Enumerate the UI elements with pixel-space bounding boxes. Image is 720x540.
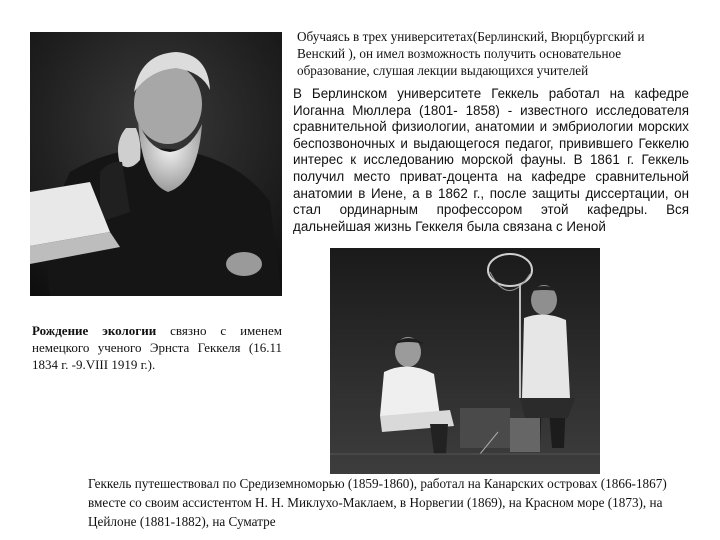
main-paragraph: В Берлинском университете Геккель работал на кафедре Иоганна Мюллера (1801- 1858) - известного исследователя сравнительной физиологии, анатомии и эмбриологии морских беспозвоночных и выдающегося педагог, привившего Геккелю интерес к исследованию морской фауны. В 1861 г. Геккель получил место приват-доцента на кафедре сравнительной анатомии в Иене, а в 1862 г., после защиты диссертации, он стал ординарным профессором этой кафедры. Вся дальнейшая жизнь Геккеля была связана с Иеной (293, 86, 689, 234)
bottom-caption: Геккель путешествовал по Средиземноморью (1859-1860), работал на Канарских островах (1866-1867) вместе со своим ассистентом Н. Н. Миклухо-Маклаем, в Норвегии (1869), на Красном море (1873), на Цейлоне (1881-1882), на Суматре (88, 476, 667, 529)
haeckel-portrait-photo (30, 32, 282, 296)
top-caption: Обучаясь в трех университетах(Берлинский, Вюрцбургский и Венский ), он имел возможность получить основательное образование, слушая лекции выдающихся учителей (297, 29, 645, 78)
left-caption-rest: связно с именем немецкого ученого Эрнста Геккеля (16.11 1834 г. -9.VIII 1919 г.). (32, 323, 282, 372)
left-caption (32, 322, 282, 373)
haeckel-expedition-photo (330, 248, 600, 474)
left-caption-bold: Рождение экологии (32, 323, 157, 338)
